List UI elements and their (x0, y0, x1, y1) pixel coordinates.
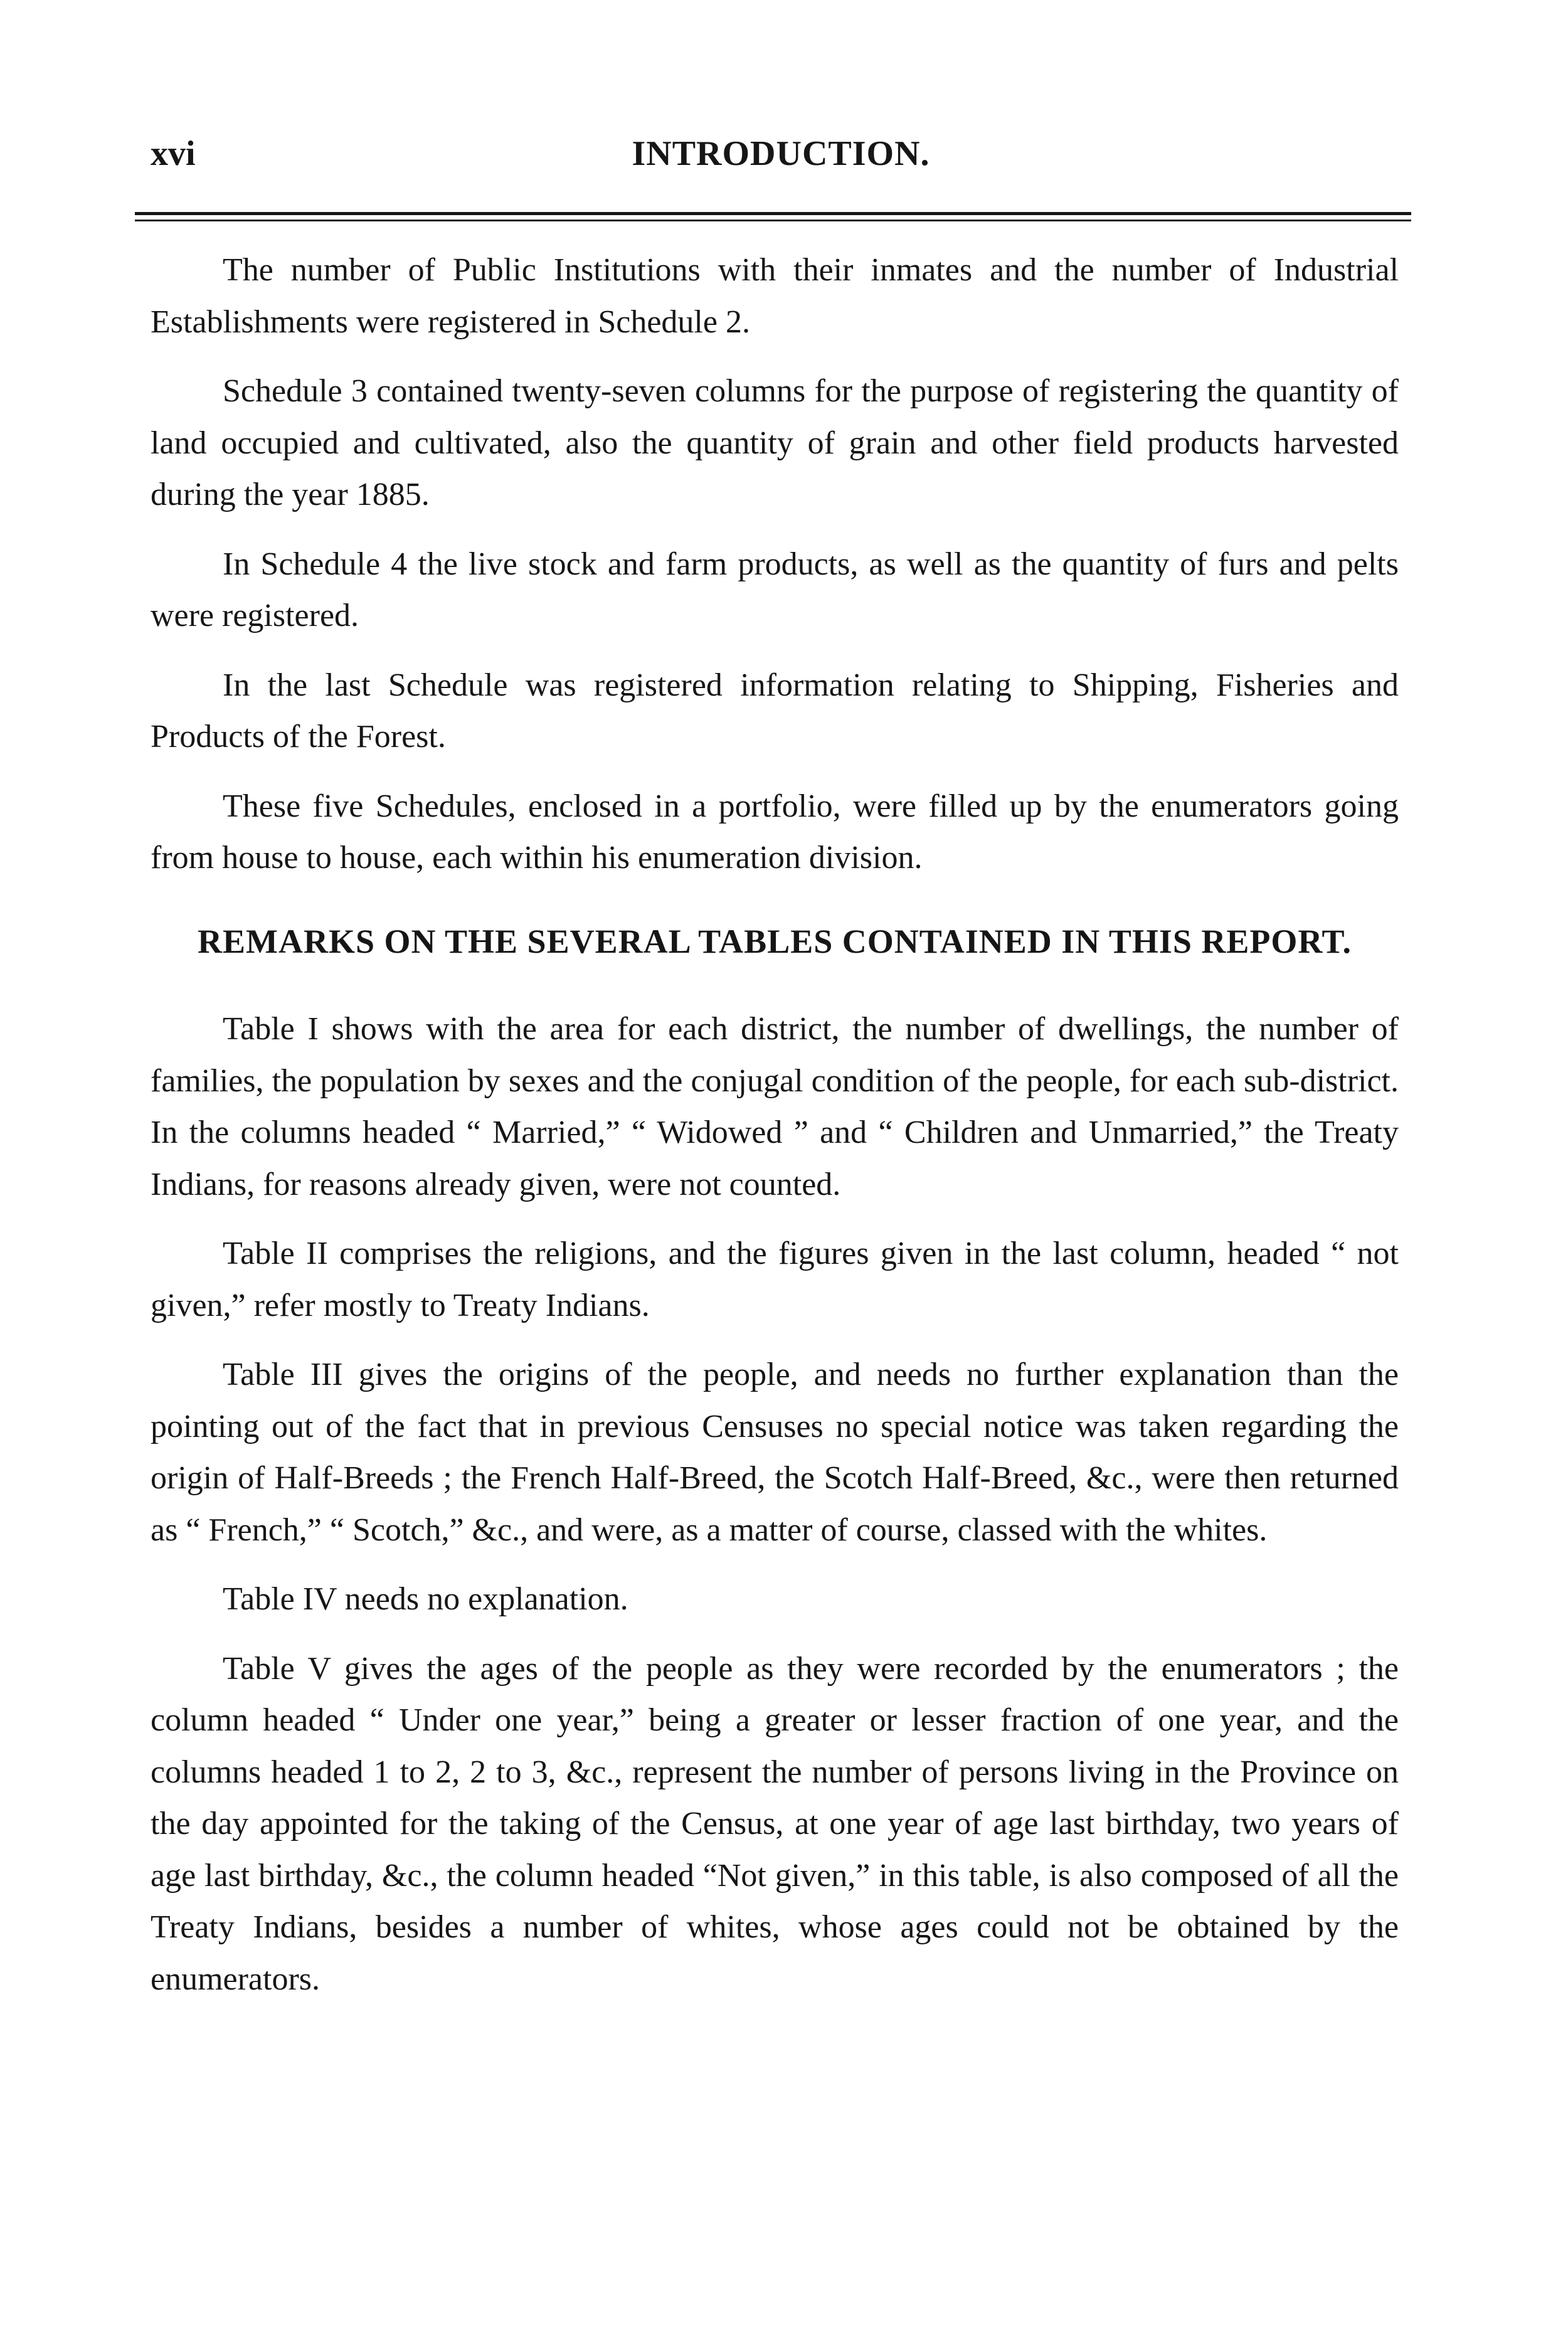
running-head: INTRODUCTION. (632, 134, 930, 173)
paragraph-table-1: Table I shows with the area for each district, the number of dwellings, the number of families, the population by sexes and the conjugal condition of the people, for each sub-district. In the columns headed “ Married,” “ Widowed ” and “ Children and Unmarried,” the Treaty Indians, for reasons already given, were not counted. (151, 1011, 1399, 1202)
paragraph-schedule-2: The number of Public Institutions with their inmates and the number of Industrial Establishments were registered in Schedule 2. (151, 252, 1399, 340)
page-body (151, 245, 1399, 2023)
header-rule-thin (135, 220, 1411, 221)
paragraph-schedule-3: Schedule 3 contained twenty-seven columns for the purpose of registering the quantity of land occupied and cultivated, also the quantity of grain and other field products harvested during the year 1885. (151, 373, 1399, 512)
header-rule-thick (135, 212, 1411, 215)
section-heading: REMARKS ON THE SEVERAL TABLES CONTAINED IN THIS REPORT. (197, 922, 1352, 960)
paragraph-table-3: Table III gives the origins of the people, and needs no further explanation than the pointing out of the fact that in previous Censuses no special notice was taken regarding the origin of Half-Breeds ; the French Half-Breed, the Scotch Half-Breed, &c., were then returned as “ French,” “ Scotch,” &c., and were, as a matter of course, classed with the whites. (151, 1357, 1399, 1548)
paragraph-five-schedules: These five Schedules, enclosed in a portfolio, were filled up by the enumerators going from house to house, each within his enumeration division. (151, 788, 1399, 876)
paragraph-schedule-4: In Schedule 4 the live stock and farm products, as well as the quantity of furs and pelts were registered. (151, 546, 1399, 633)
paragraph-table-4: Table IV needs no explanation. (223, 1581, 628, 1617)
page-header (151, 129, 1411, 185)
paragraph-last-schedule: In the last Schedule was registered information relating to Shipping, Fisheries and Products of the Forest. (151, 667, 1399, 755)
page-number: xvi (151, 134, 196, 173)
paragraph-table-2: Table II comprises the religions, and the figures given in the last column, headed “ not given,” refer mostly to Treaty Indians. (151, 1236, 1399, 1323)
paragraph-table-5: Table V gives the ages of the people as they were recorded by the enumerators ; the column headed “ Under one year,” being a greater or lesser fraction of one year, and the columns headed 1 to 2, 2 to 3, &c., represent the number of persons living in the Province on the day appointed for the taking of the Census, at one year of age last birthday, two years of age last birthday, &c., the column headed “Not given,” in this table, is also composed of all the Treaty Indians, besides a number of whites, whose ages could not be obtained by the enumerators. (151, 1650, 1399, 1997)
